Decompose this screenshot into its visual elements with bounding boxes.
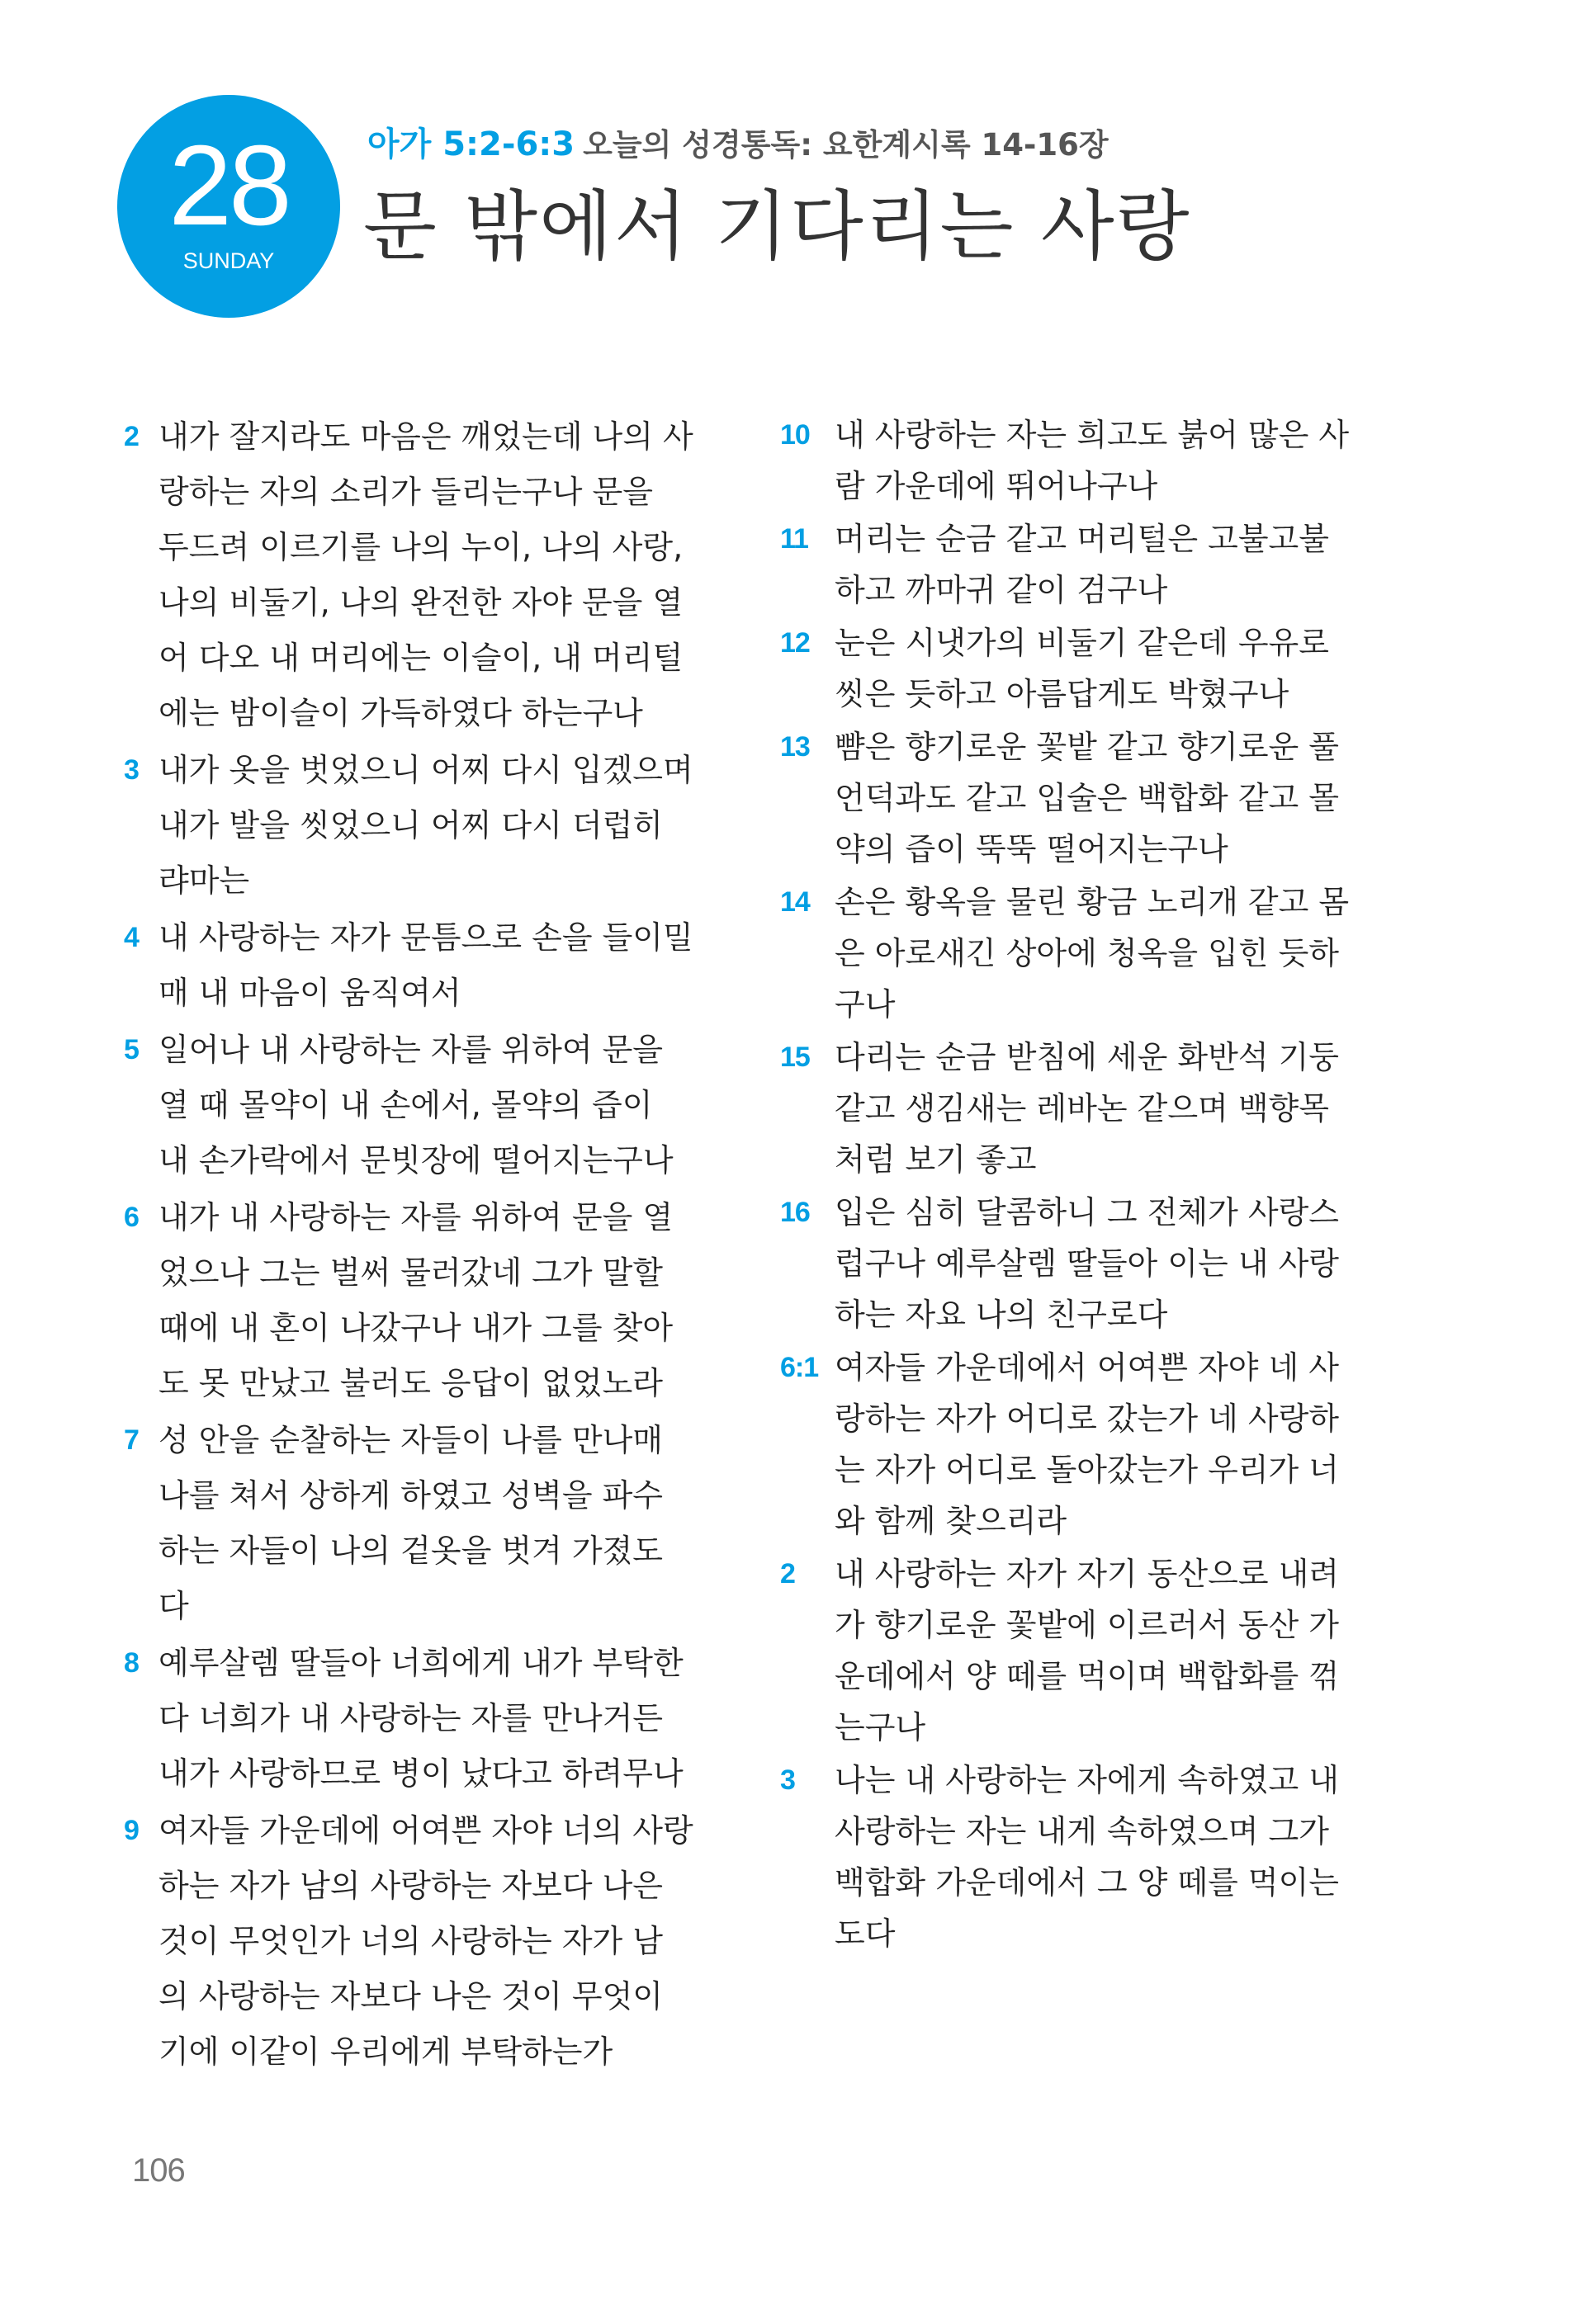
verse-line: 내가 내 사랑하는 자를 위하여 문을 열	[158, 1199, 674, 1235]
verse	[780, 513, 1391, 616]
verse-text	[835, 1342, 1391, 1547]
verse-line: 럽구나 예루살렘 딸들아 이는 내 사랑	[835, 1245, 1340, 1282]
verse-line: 도다	[835, 1915, 896, 1952]
verse-line: 같고 생김새는 레바논 같으며 백향목	[835, 1090, 1329, 1127]
verse-line: 나를 쳐서 상하게 하였고 성벽을 파수	[158, 1477, 664, 1514]
verse-line: 와 함께 찾으리라	[835, 1503, 1067, 1539]
verse-line: 다 너희가 내 사랑하는 자를 만나거든	[158, 1700, 664, 1736]
verse-number: 3	[780, 1764, 795, 1796]
verse-text	[158, 743, 735, 909]
verse	[780, 1548, 1391, 1753]
reading-plan: 오늘의 성경통독: 요한계시록 14-16장	[583, 127, 1109, 163]
verse-text	[158, 1636, 735, 1802]
verse-text	[835, 1187, 1391, 1340]
verse-number: 2	[124, 421, 140, 452]
verse-line: 의 사랑하는 자보다 나은 것이 무엇이	[158, 1978, 664, 2015]
verse-number: 11	[780, 523, 808, 555]
verse-text	[835, 617, 1391, 720]
verse-line: 내가 잘지라도 마음은 깨었는데 나의 사	[158, 418, 693, 455]
scripture-passage: 아가 5:2-6:3	[367, 125, 575, 163]
verse-line: 내 사랑하는 자가 자기 동산으로 내려	[835, 1556, 1340, 1592]
verse	[124, 1023, 735, 1188]
verse-line: 내 사랑하는 자가 문틈으로 손을 들이밀	[158, 919, 693, 956]
verse	[124, 1803, 735, 2080]
verse-line: 성 안을 순찰하는 자들이 나를 만나매	[158, 1422, 664, 1458]
verse-number: 5	[124, 1034, 140, 1065]
verse	[780, 1755, 1391, 1959]
verse-text	[835, 1548, 1391, 1753]
verse-line: 예루살렘 딸들아 너희에게 내가 부탁한	[158, 1645, 684, 1681]
verse-line: 언덕과도 같고 입술은 백합화 같고 몰	[835, 780, 1340, 816]
verse-line: 람 가운데에 뛰어나구나	[835, 468, 1158, 504]
verse-line: 여자들 가운데에서 어여쁜 자야 네 사	[835, 1349, 1340, 1386]
verse-line: 은 아로새긴 상아에 청옥을 입힌 듯하	[835, 935, 1340, 971]
verse-line: 는 자가 어디로 돌아갔는가 우리가 너	[835, 1452, 1340, 1488]
verse	[780, 1342, 1391, 1547]
verse-line: 열 때 몰약이 내 손에서, 몰약의 즙이	[158, 1087, 653, 1123]
verse-text	[158, 409, 735, 741]
verse	[780, 617, 1391, 720]
verse-line: 랴마는	[158, 862, 250, 899]
right-column	[780, 409, 1391, 1961]
verse-number: 6:1	[780, 1352, 819, 1383]
verse-number: 14	[780, 886, 810, 918]
verse-line: 운데에서 양 떼를 먹이며 백합화를 꺾	[835, 1658, 1340, 1694]
verse-number: 4	[124, 922, 140, 953]
verse-line: 랑하는 자가 어디로 갔는가 네 사랑하	[835, 1401, 1340, 1437]
verse-text	[835, 1755, 1391, 1959]
verse-line: 백합화 가운데에서 그 양 떼를 먹이는	[835, 1864, 1340, 1901]
verse-line: 입은 심히 달콤하니 그 전체가 사랑스	[835, 1194, 1340, 1230]
verse-number: 16	[780, 1197, 810, 1228]
header-line	[367, 124, 1109, 166]
verse	[780, 409, 1391, 512]
verse-number: 2	[780, 1558, 795, 1589]
verse-number: 13	[780, 731, 810, 763]
verse-line: 눈은 시냇가의 비둘기 같은데 우유로	[835, 625, 1329, 661]
day-name: SUNDAY	[182, 248, 275, 273]
verse-line: 다리는 순금 받침에 세운 화반석 기둥	[835, 1039, 1340, 1075]
verse-text	[158, 910, 735, 1021]
verse-line: 었으나 그는 벌써 물러갔네 그가 말할	[158, 1254, 664, 1291]
verse-line: 씻은 듯하고 아름답게도 박혔구나	[835, 676, 1289, 712]
verse-text	[835, 721, 1391, 875]
verse-text	[835, 409, 1391, 512]
verse-line: 사랑하는 자는 내게 속하였으며 그가	[835, 1813, 1329, 1849]
verse	[124, 1190, 735, 1411]
verse	[124, 1636, 735, 1802]
verse-text	[158, 1190, 735, 1411]
verse	[124, 409, 735, 741]
verse-text	[158, 1413, 735, 1634]
verse-text	[835, 876, 1391, 1030]
verse-text	[835, 513, 1391, 616]
verse-number: 9	[124, 1815, 140, 1846]
verse-number: 8	[124, 1647, 140, 1679]
verse-line: 내가 옷을 벗었으니 어찌 다시 입겠으며	[158, 752, 693, 788]
verse-line: 도 못 만났고 불러도 응답이 없었노라	[158, 1365, 664, 1401]
verse-line: 여자들 가운데에 어여쁜 자야 너의 사랑	[158, 1812, 693, 1849]
verse-line: 내 사랑하는 자는 희고도 붉어 많은 사	[835, 417, 1350, 453]
verse-line: 나의 비둘기, 나의 완전한 자야 문을 열	[158, 584, 684, 621]
verse	[124, 910, 735, 1021]
verse-text	[158, 1023, 735, 1188]
verse	[780, 876, 1391, 1030]
verse-line: 머리는 순금 같고 머리털은 고불고불	[835, 521, 1329, 557]
verse-line: 일어나 내 사랑하는 자를 위하여 문을	[158, 1032, 664, 1068]
verse-line: 내 손가락에서 문빗장에 떨어지는구나	[158, 1142, 674, 1179]
verse-line: 나는 내 사랑하는 자에게 속하였고 내	[835, 1762, 1340, 1798]
verse-line: 손은 황옥을 물린 황금 노리개 같고 몸	[835, 884, 1350, 920]
verse-number: 7	[124, 1424, 140, 1456]
verse-line: 가 향기로운 꽃밭에 이르러서 동산 가	[835, 1607, 1340, 1643]
verse-line: 하는 자가 남의 사랑하는 자보다 나은	[158, 1868, 664, 1904]
verse	[124, 1413, 735, 1634]
verse-line: 처럼 보기 좋고	[835, 1141, 1037, 1178]
verse-text	[835, 1032, 1391, 1185]
verse-text	[158, 1803, 735, 2080]
verse-line: 는구나	[835, 1709, 926, 1745]
verse	[780, 1032, 1391, 1185]
verse-number: 12	[780, 627, 810, 659]
verse-line: 기에 이같이 우리에게 부탁하는가	[158, 2034, 613, 2070]
verse	[780, 721, 1391, 875]
page-title: 문 밖에서 기다리는 사랑	[363, 182, 1191, 271]
verse-line: 에는 밤이슬이 가득하였다 하는구나	[158, 695, 643, 731]
verse-number: 15	[780, 1042, 810, 1073]
verse-line: 랑하는 자의 소리가 들리는구나 문을	[158, 474, 653, 510]
left-column	[124, 409, 735, 2081]
verse-line: 어 다오 내 머리에는 이슬이, 내 머리털	[158, 640, 684, 676]
verse-line: 약의 즙이 뚝뚝 떨어지는구나	[835, 831, 1228, 867]
day-badge	[117, 95, 340, 318]
verse	[124, 743, 735, 909]
verse-line: 하고 까마귀 같이 검구나	[835, 572, 1168, 608]
verse-number: 10	[780, 419, 810, 451]
verse-line: 다	[158, 1588, 189, 1624]
verse-line: 때에 내 혼이 나갔구나 내가 그를 찾아	[158, 1310, 674, 1346]
verse-line: 하는 자요 나의 친구로다	[835, 1297, 1168, 1333]
verse-line: 것이 무엇인가 너의 사랑하는 자가 남	[158, 1923, 664, 1959]
day-number: 28	[168, 122, 289, 249]
verse	[780, 1187, 1391, 1340]
verse-line: 매 내 마음이 움직여서	[158, 975, 461, 1011]
verse-line: 두드려 이르기를 나의 누이, 나의 사랑,	[158, 529, 684, 565]
verse-number: 6	[124, 1202, 140, 1233]
verse-line: 내가 발을 씻었으니 어찌 다시 더럽히	[158, 807, 664, 843]
verse-line: 구나	[835, 986, 896, 1023]
verse-line: 뺨은 향기로운 꽃밭 같고 향기로운 풀	[835, 729, 1340, 765]
page-number: 106	[132, 2152, 185, 2189]
verse-number: 3	[124, 754, 140, 786]
verse-line: 내가 사랑하므로 병이 났다고 하려무나	[158, 1755, 684, 1792]
verse-line: 하는 자들이 나의 겉옷을 벗겨 가졌도	[158, 1533, 664, 1569]
